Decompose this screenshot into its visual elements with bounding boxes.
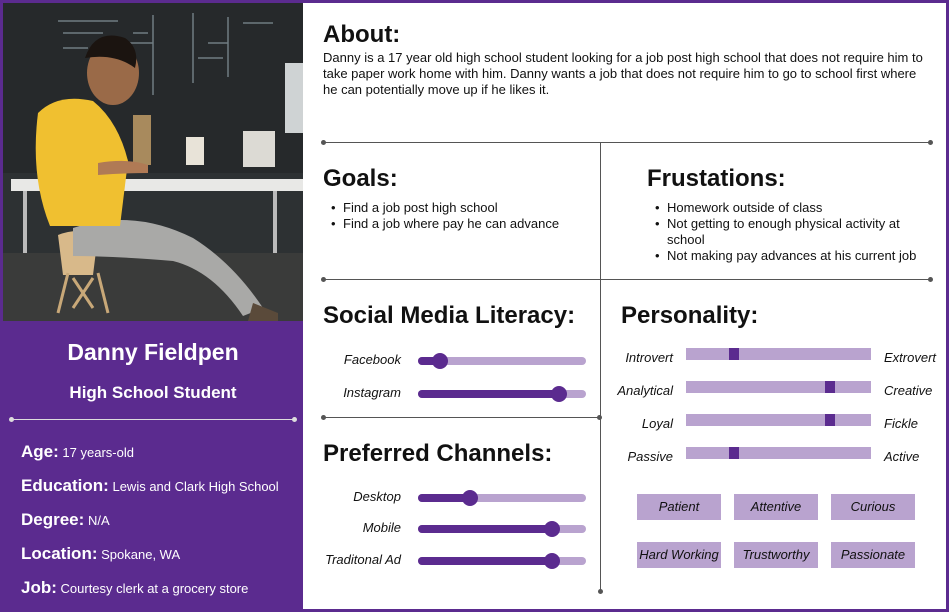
slider-label: Facebook: [343, 352, 401, 367]
slider-label: Desktop: [353, 489, 401, 504]
personality-heading: Personality:: [621, 302, 759, 329]
detail-value: Courtesy clerk at a grocery store: [60, 581, 249, 596]
scale-right-label: Fickle: [884, 416, 918, 431]
slider-fill: [418, 557, 552, 565]
frustrations-heading: Frustations:: [647, 165, 786, 192]
list-item: • Find a job post high school: [323, 200, 593, 216]
instagram-slider[interactable]: [418, 390, 586, 398]
scale-marker: [825, 381, 835, 393]
scale-right-label: Creative: [884, 383, 933, 398]
detail-job: [21, 578, 248, 598]
slider-label: Instagram: [343, 385, 401, 400]
scale-right-label: Active: [884, 449, 920, 464]
slider-label: Mobile: [362, 520, 401, 535]
divider: [323, 279, 931, 280]
detail-label: Job:: [21, 578, 57, 597]
mobile-slider[interactable]: [418, 525, 586, 533]
list-item: • Homework outside of class: [647, 200, 937, 216]
about-text: Danny is a 17 year old high school student looking for a job post high school that does not require him to take paper work home with him. Danny wants a job that does not require him to go to school first where he can potentially move up if he likes it.: [323, 50, 923, 97]
detail-location: [21, 544, 180, 564]
channels-heading: Preferred Channels:: [323, 440, 553, 467]
slider-knob[interactable]: [544, 521, 560, 537]
introvert-extrovert-scale: [686, 348, 871, 360]
detail-label: Degree:: [21, 510, 85, 529]
trait-tag: Passionate: [831, 542, 915, 568]
divider: [600, 142, 601, 592]
divider: [11, 419, 295, 420]
scale-marker: [825, 414, 835, 426]
slider-knob[interactable]: [432, 353, 448, 369]
persona-name: Danny Fieldpen: [67, 339, 239, 365]
persona-photo: [3, 3, 303, 321]
divider: [323, 142, 931, 143]
trait-tag: Trustworthy: [734, 542, 818, 568]
goals-list: [323, 200, 593, 232]
slider-knob[interactable]: [551, 386, 567, 402]
loyal-fickle-scale: [686, 414, 871, 426]
list-item: • Find a job where pay he can advance: [323, 216, 593, 232]
scale-left-label: Loyal: [641, 416, 673, 431]
detail-label: Location:: [21, 544, 98, 563]
goals-heading: Goals:: [323, 165, 398, 192]
trait-tag: Curious: [831, 494, 915, 520]
analytical-creative-scale: [686, 381, 871, 393]
list-item: • Not getting to enough physical activity at school: [647, 216, 937, 248]
slider-fill: [418, 390, 559, 398]
divider: [323, 417, 600, 418]
persona-photo-illustration: [3, 3, 303, 321]
facebook-slider[interactable]: [418, 357, 586, 365]
social-media-heading: Social Media Literacy:: [323, 302, 576, 329]
persona-role: High School Student: [69, 383, 237, 402]
desktop-slider[interactable]: [418, 494, 586, 502]
trait-tag: Attentive: [734, 494, 818, 520]
frustrations-list: [647, 200, 937, 264]
detail-degree: [21, 510, 110, 530]
detail-label: Education:: [21, 476, 109, 495]
traditional-ad-slider[interactable]: [418, 557, 586, 565]
detail-value: 17 years-old: [62, 445, 134, 460]
about-heading: About:: [323, 21, 401, 48]
slider-knob[interactable]: [544, 553, 560, 569]
detail-value: Lewis and Clark High School: [112, 479, 279, 494]
persona-summary-panel: [3, 321, 303, 612]
slider-knob[interactable]: [462, 490, 478, 506]
scale-left-label: Introvert: [625, 350, 673, 365]
scale-left-label: Analytical: [617, 383, 673, 398]
detail-label: Age:: [21, 442, 59, 461]
slider-fill: [418, 525, 552, 533]
trait-tag: Hard Working: [637, 542, 721, 568]
detail-education: [21, 476, 279, 496]
scale-marker: [729, 348, 739, 360]
scale-left-label: Passive: [627, 449, 673, 464]
detail-value: N/A: [87, 513, 110, 528]
detail-age: [21, 442, 134, 462]
slider-label: Traditonal Ad: [325, 552, 401, 567]
scale-right-label: Extrovert: [884, 350, 937, 365]
passive-active-scale: [686, 447, 871, 459]
list-item: • Not making pay advances at his current job: [647, 248, 937, 264]
trait-tag: Patient: [637, 494, 721, 520]
scale-marker: [729, 447, 739, 459]
detail-value: Spokane, WA: [101, 547, 181, 562]
